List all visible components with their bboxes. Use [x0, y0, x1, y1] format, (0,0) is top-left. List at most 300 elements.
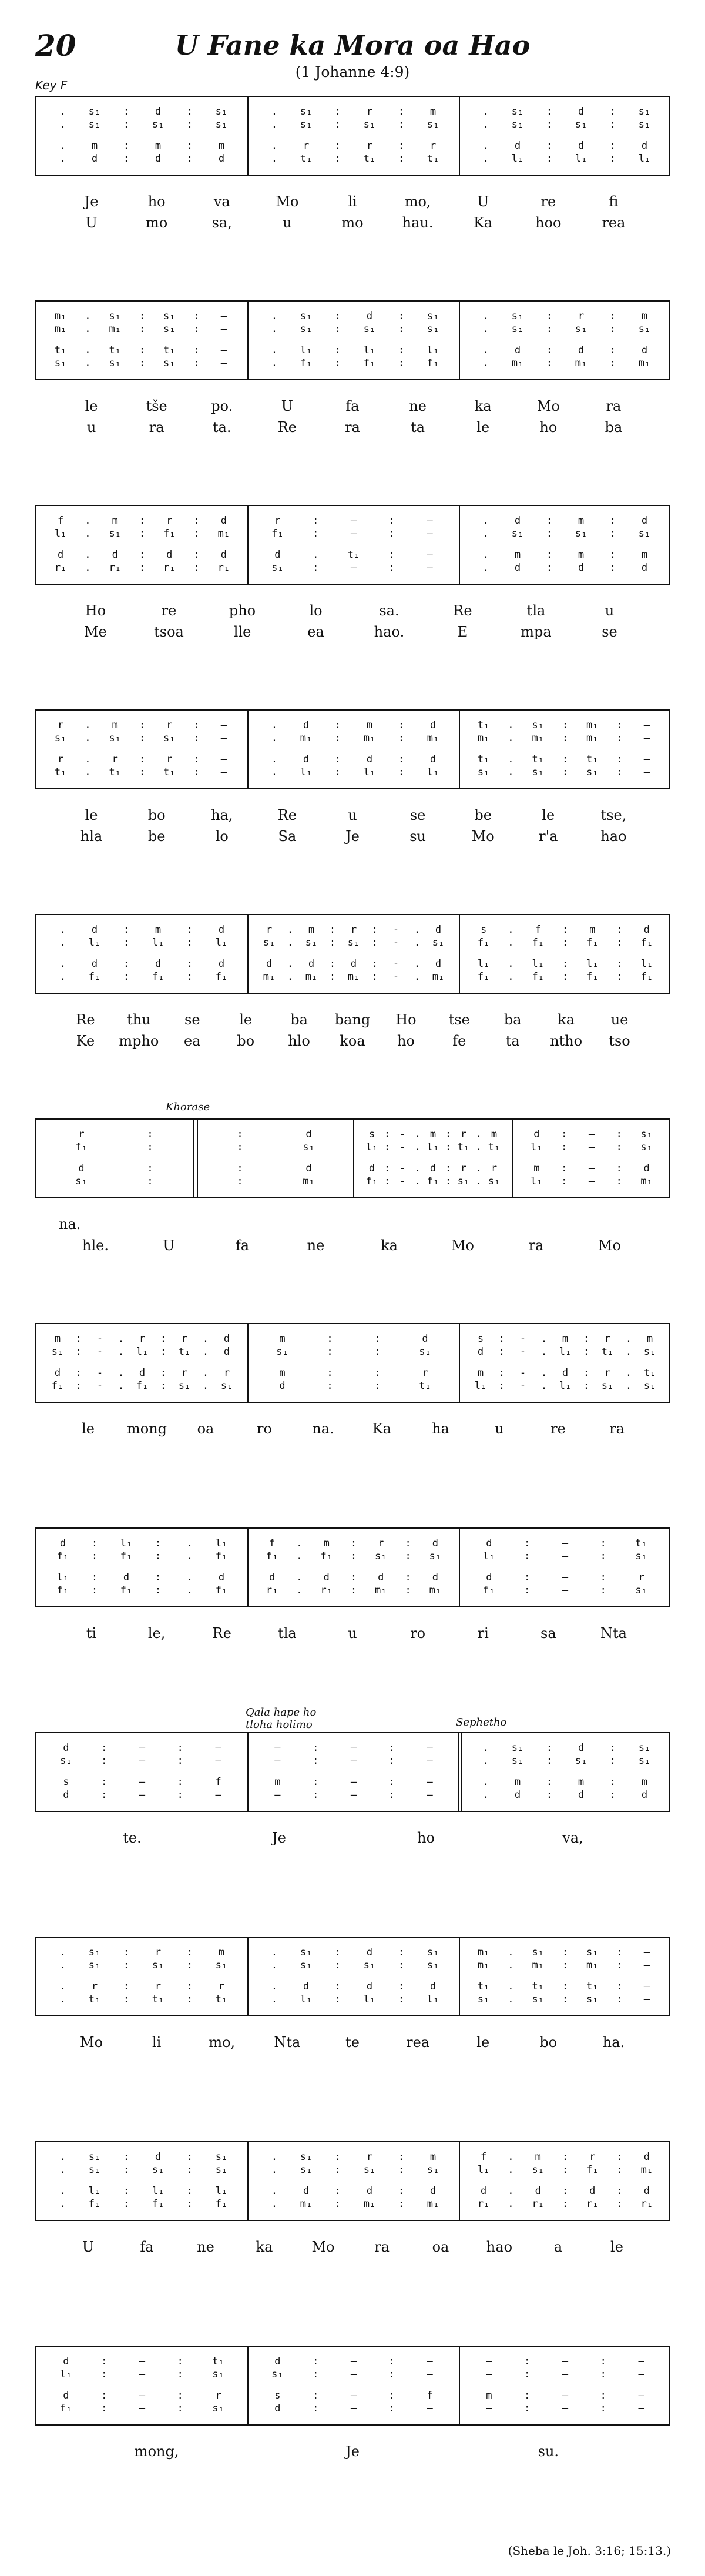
note-syllable: s₁ — [477, 766, 490, 778]
beat-separator: : — [398, 344, 405, 356]
pulse-dot: . — [85, 344, 91, 356]
beat-separator: : — [616, 1981, 623, 1992]
note-syllable: t₁ — [178, 1346, 191, 1358]
pulse-dot: . — [508, 719, 514, 731]
lyric-syllable: Mo — [536, 398, 560, 414]
lyric-syllable: U — [477, 193, 489, 210]
beat-separator: : — [546, 528, 553, 540]
note-syllable: d — [366, 753, 373, 765]
note-syllable: d — [218, 924, 225, 936]
note-syllable: t₁ — [109, 344, 121, 356]
music-system — [35, 1527, 670, 1704]
note-syllable: l₁ — [365, 1141, 378, 1153]
pulse-dot: . — [414, 1128, 421, 1140]
note-syllable: s₁ — [75, 1175, 88, 1187]
lyric-syllable: mpa — [521, 624, 552, 640]
beat-separator: : — [186, 153, 193, 165]
lyric-syllable: tsoa — [154, 624, 184, 640]
hold-mark: — — [643, 1947, 650, 1958]
pulse-dot: . — [271, 719, 278, 731]
lyric-syllable: hoo — [535, 215, 562, 231]
pulse-dot: . — [540, 1367, 548, 1379]
note-syllable: f₁ — [51, 1380, 64, 1392]
note-syllable: s₁ — [300, 2151, 313, 2163]
hold-mark: — — [427, 1789, 433, 1801]
voice-part-row — [36, 1550, 669, 1563]
lyric-syllable: te. — [123, 1830, 142, 1846]
pulse-dot: . — [508, 937, 514, 949]
pulse-dot: . — [202, 1346, 209, 1358]
hold-mark: — — [350, 2390, 357, 2401]
beat-separator: : — [562, 924, 569, 936]
pulse-dot: . — [118, 1346, 125, 1358]
beat-separator: : — [193, 719, 200, 731]
note-syllable: t₁ — [54, 344, 67, 356]
pulse-dot: . — [475, 1163, 482, 1174]
hold-mark: — — [220, 323, 227, 335]
lyric-line — [35, 1624, 670, 1643]
beat-separator: : — [186, 2151, 193, 2163]
note-syllable: s₁ — [532, 2164, 544, 2176]
note-syllable: d — [578, 1789, 585, 1801]
beat-separator: : — [123, 1994, 130, 2005]
note-syllable: s₁ — [575, 528, 588, 540]
beat-separator: : — [334, 323, 341, 335]
beat-separator: : — [546, 515, 553, 527]
hold-mark: - — [399, 1175, 406, 1187]
voice-part-row — [36, 1571, 669, 1584]
hold-mark: — — [562, 2390, 569, 2401]
hold-mark: — — [562, 2369, 569, 2380]
beat-separator: : — [616, 1959, 623, 1971]
note-syllable: d — [58, 549, 64, 561]
note-syllable: t₁ — [54, 766, 67, 778]
note-syllable: s₁ — [109, 528, 121, 540]
lyric-syllable: te — [345, 2034, 360, 2051]
note-syllable: l₁ — [559, 1380, 572, 1392]
beat-separator: : — [334, 119, 341, 130]
beat-separator: : — [546, 1789, 553, 1801]
music-system — [35, 709, 670, 886]
music-system — [35, 2141, 670, 2317]
beat-separator: : — [445, 1175, 452, 1187]
hold-mark: — — [350, 562, 357, 574]
beat-separator: : — [186, 2198, 193, 2210]
beat-separator: : — [498, 1333, 505, 1345]
beat-separator: : — [616, 2151, 623, 2163]
notation-staff — [35, 709, 670, 789]
beat-separator: : — [616, 766, 623, 778]
beat-separator: : — [101, 2403, 108, 2414]
lyric-syllable: Re — [76, 1011, 95, 1028]
notation-staff — [35, 96, 670, 176]
note-syllable: m₁ — [300, 2198, 313, 2210]
beat-separator: : — [186, 971, 193, 983]
voice-part-row — [36, 732, 669, 745]
note-syllable: m — [578, 515, 585, 527]
beat-separator: : — [123, 2185, 130, 2197]
pulse-dot: . — [202, 1380, 209, 1392]
note-syllable: m₁ — [477, 732, 490, 744]
note-syllable: r₁ — [217, 562, 230, 574]
hold-mark: — — [220, 766, 227, 778]
pulse-dot: . — [59, 1959, 66, 1971]
beat-separator: : — [562, 2164, 569, 2176]
note-syllable: s₁ — [511, 528, 524, 540]
beat-separator: : — [388, 2356, 395, 2367]
note-syllable: d — [350, 958, 357, 970]
beat-separator: : — [398, 2198, 405, 2210]
lyric-line — [35, 213, 670, 232]
music-system — [35, 1323, 670, 1499]
lyric-syllable: ba — [290, 1011, 308, 1028]
note-syllable: s₁ — [109, 732, 121, 744]
note-syllable: s — [368, 1128, 375, 1140]
note-syllable: r₁ — [163, 562, 176, 574]
beat-separator: : — [313, 1742, 319, 1754]
note-syllable: s₁ — [212, 2403, 224, 2414]
notation-staff — [35, 2141, 670, 2221]
lyric-syllable: tso — [609, 1033, 630, 1049]
lyric-syllable: Mo — [80, 2034, 103, 2051]
beat-separator: : — [327, 1380, 333, 1392]
pulse-dot: . — [271, 753, 278, 765]
beat-separator: : — [616, 937, 623, 949]
beat-separator: : — [524, 1572, 531, 1583]
note-syllable: s₁ — [88, 1959, 101, 1971]
lyric-syllable: se — [184, 1011, 200, 1028]
lyric-syllable: tše — [146, 398, 167, 414]
note-syllable: r₁ — [640, 2198, 653, 2210]
note-syllable: d — [578, 344, 585, 356]
note-syllable: m₁ — [432, 971, 445, 983]
lyric-syllable: ta. — [212, 419, 231, 436]
pulse-dot: . — [85, 528, 91, 540]
note-syllable: s₁ — [635, 1585, 647, 1596]
lyric-syllable: sa, — [212, 215, 232, 231]
pulse-dot: . — [271, 357, 278, 369]
beat-separator: : — [91, 1550, 98, 1562]
beat-separator: : — [562, 732, 569, 744]
note-syllable: f₁ — [427, 357, 439, 369]
note-syllable: s₁ — [601, 1380, 614, 1392]
beat-separator: : — [398, 1959, 405, 1971]
beat-separator: : — [334, 2185, 341, 2197]
voice-part-row — [36, 2198, 669, 2210]
note-syllable: d — [303, 719, 310, 731]
note-syllable: m₁ — [640, 1175, 653, 1187]
note-syllable: s₁ — [575, 119, 588, 130]
note-syllable: d — [78, 1163, 85, 1174]
lyric-syllable: su. — [538, 2443, 559, 2460]
note-syllable: f₁ — [586, 971, 599, 983]
beat-separator: : — [609, 515, 616, 527]
voice-part-row — [36, 753, 669, 766]
note-syllable: d — [155, 106, 162, 118]
note-syllable: d — [269, 1572, 276, 1583]
note-syllable: m₁ — [54, 310, 67, 322]
voice-part-row — [36, 2150, 669, 2163]
note-syllable: r — [58, 753, 64, 765]
lyric-syllable: su — [409, 828, 426, 845]
pulse-dot: . — [414, 958, 421, 970]
lyric-syllable: ka — [256, 2239, 273, 2255]
note-syllable: r — [578, 310, 585, 322]
beat-separator: : — [101, 1776, 108, 1788]
note-syllable: d — [308, 958, 315, 970]
pulse-dot: . — [482, 310, 489, 322]
note-syllable: s₁ — [215, 119, 228, 130]
note-syllable: s₁ — [347, 937, 360, 949]
beat-separator: : — [609, 119, 616, 130]
note-syllable: t₁ — [488, 1141, 501, 1153]
beat-separator: : — [329, 971, 336, 983]
pulse-dot: . — [508, 766, 514, 778]
note-syllable: s₁ — [363, 119, 376, 130]
note-syllable: s — [481, 924, 487, 936]
beat-separator: : — [562, 971, 569, 983]
note-syllable: s₁ — [643, 1380, 656, 1392]
note-syllable: f₁ — [215, 1550, 228, 1562]
beat-separator: : — [327, 1346, 333, 1358]
voice-part-row — [36, 1537, 669, 1550]
hold-mark: — — [638, 2390, 644, 2401]
note-syllable: m — [535, 2151, 541, 2163]
note-syllable: s₁ — [638, 323, 651, 335]
note-syllable: d — [578, 562, 585, 574]
note-syllable: d — [306, 1163, 312, 1174]
hold-mark: - — [392, 924, 400, 936]
lyric-syllable: ka — [474, 398, 492, 414]
beat-separator: : — [334, 2164, 341, 2176]
beat-separator: : — [398, 2164, 405, 2176]
note-syllable: d — [274, 2403, 281, 2414]
beat-separator: : — [388, 549, 395, 561]
voice-part-row — [36, 310, 669, 323]
note-syllable: r — [378, 1537, 384, 1549]
beat-separator: : — [193, 549, 200, 561]
note-syllable: s₁ — [305, 937, 318, 949]
pulse-dot: . — [296, 1537, 303, 1549]
hold-mark: - — [519, 1380, 526, 1392]
note-syllable: m₁ — [427, 732, 439, 744]
voice-part-row — [36, 1332, 669, 1345]
note-syllable: s₁ — [511, 106, 524, 118]
beat-separator: : — [193, 323, 200, 335]
pulse-dot: . — [296, 1572, 303, 1583]
note-syllable: d — [429, 753, 437, 765]
lyric-syllable: le — [542, 807, 555, 823]
lyric-syllable: ho — [147, 193, 166, 210]
beat-separator: : — [616, 1141, 622, 1153]
beat-separator: : — [147, 1163, 153, 1174]
lyric-syllable: Mo — [311, 2239, 335, 2255]
note-syllable: d — [643, 2185, 650, 2197]
beat-separator: : — [313, 2390, 319, 2401]
beat-separator: : — [583, 1333, 590, 1345]
beat-separator: : — [609, 357, 616, 369]
beat-separator: : — [609, 549, 616, 561]
beat-separator: : — [123, 971, 130, 983]
note-syllable: r — [155, 1947, 162, 1958]
note-syllable: d — [303, 1981, 310, 1992]
note-syllable: m — [218, 1947, 225, 1958]
pulse-dot: . — [508, 924, 514, 936]
note-syllable: s₁ — [271, 2369, 284, 2380]
note-syllable: l₁ — [136, 1346, 149, 1358]
lyric-syllable: Re — [453, 602, 472, 619]
beat-separator: : — [193, 766, 200, 778]
note-syllable: f₁ — [56, 1585, 69, 1596]
note-syllable: m — [646, 1333, 653, 1345]
pulse-dot: . — [625, 1380, 632, 1392]
beat-separator: : — [398, 357, 405, 369]
note-syllable: s₁ — [638, 106, 651, 118]
lyric-syllable: re — [550, 1421, 566, 1437]
note-syllable: m — [54, 1333, 61, 1345]
hold-mark: — — [350, 2403, 357, 2414]
lyric-syllable: le — [239, 1011, 253, 1028]
pulse-dot: . — [540, 1346, 548, 1358]
lyric-syllable: lo — [215, 828, 229, 845]
note-syllable: s₁ — [427, 1959, 439, 1971]
note-syllable: r — [422, 1367, 428, 1379]
pulse-dot: . — [482, 1789, 489, 1801]
note-syllable: m₁ — [303, 1175, 315, 1187]
note-syllable: s₁ — [54, 357, 67, 369]
note-syllable: l₁ — [511, 153, 524, 165]
note-syllable: l₁ — [215, 1537, 228, 1549]
note-syllable: d — [155, 2151, 162, 2163]
note-syllable: s₁ — [638, 1755, 651, 1767]
pulse-dot: . — [85, 753, 91, 765]
note-syllable: d — [303, 2185, 310, 2197]
beat-separator: : — [334, 106, 341, 118]
beat-separator: : — [160, 1333, 167, 1345]
note-syllable: m — [641, 1776, 648, 1788]
lyric-syllable: se — [409, 807, 426, 823]
pulse-dot: . — [186, 1572, 193, 1583]
notation-staff — [35, 505, 670, 585]
note-syllable: m₁ — [586, 719, 599, 731]
hold-mark: — — [588, 1175, 595, 1187]
note-syllable: d — [641, 344, 648, 356]
note-syllable: s₁ — [163, 310, 176, 322]
beat-separator: : — [498, 1380, 505, 1392]
lyric-syllable: bo — [539, 2034, 558, 2051]
beat-separator: : — [123, 2198, 130, 2210]
pulse-dot: . — [271, 310, 278, 322]
hold-mark: — — [139, 2403, 146, 2414]
pulse-dot: . — [59, 140, 66, 152]
beat-separator: : — [398, 1947, 405, 1958]
hold-mark: — — [486, 2403, 492, 2414]
hold-mark: — — [350, 1755, 357, 1767]
pulse-dot: . — [271, 140, 278, 152]
beat-separator: : — [609, 1776, 616, 1788]
beat-separator: : — [616, 719, 623, 731]
beat-separator: : — [186, 2164, 193, 2176]
note-syllable: f₁ — [640, 971, 653, 983]
voice-part-row — [36, 1584, 669, 1597]
beat-separator: : — [371, 937, 378, 949]
note-syllable: l₁ — [532, 958, 544, 970]
pulse-dot: . — [59, 937, 66, 949]
beat-separator: : — [546, 323, 553, 335]
pulse-dot: . — [59, 924, 66, 936]
voice-part-row — [36, 1379, 669, 1392]
lyric-syllable: mo, — [209, 2034, 236, 2051]
note-syllable: m₁ — [477, 1947, 490, 1958]
music-system — [35, 914, 670, 1090]
lyric-line — [35, 397, 670, 416]
pulse-dot: . — [482, 549, 489, 561]
pulse-dot: . — [271, 2151, 278, 2163]
note-syllable: m₁ — [375, 1585, 387, 1596]
beat-separator: : — [313, 2356, 319, 2367]
hold-mark: — — [562, 1550, 569, 1562]
beat-separator: : — [193, 515, 200, 527]
beat-separator: : — [374, 1380, 381, 1392]
hold-mark: — — [588, 1163, 595, 1174]
beat-separator: : — [562, 937, 569, 949]
note-syllable: l₁ — [363, 1994, 376, 2005]
lyric-syllable: ne — [409, 398, 427, 414]
hold-mark: — — [220, 310, 227, 322]
pulse-dot: . — [85, 357, 91, 369]
note-syllable: d — [641, 140, 648, 152]
beat-separator: : — [546, 1776, 553, 1788]
beat-separator: : — [616, 1163, 622, 1174]
hold-mark: — — [350, 1742, 357, 1754]
beat-separator: : — [600, 2356, 606, 2367]
note-syllable: f₁ — [320, 1550, 333, 1562]
note-syllable: s₁ — [51, 1346, 64, 1358]
lyric-syllable: Je — [84, 193, 99, 210]
beat-separator: : — [186, 937, 193, 949]
hold-mark: — — [274, 1742, 281, 1754]
note-syllable: s₁ — [511, 310, 524, 322]
note-syllable: d — [112, 549, 118, 561]
note-syllable: f₁ — [477, 971, 490, 983]
note-syllable: m₁ — [54, 323, 67, 335]
pulse-dot: . — [508, 971, 514, 983]
note-syllable: f₁ — [120, 1585, 133, 1596]
voice-part-row — [36, 936, 669, 949]
beat-separator: : — [609, 528, 616, 540]
note-syllable: s₁ — [432, 937, 445, 949]
note-syllable: m — [274, 1776, 281, 1788]
pulse-dot: . — [271, 766, 278, 778]
beat-separator: : — [600, 1550, 606, 1562]
hold-mark: — — [139, 2390, 146, 2401]
beat-separator: : — [388, 1742, 395, 1754]
pulse-dot: . — [414, 971, 421, 983]
beat-separator: : — [546, 153, 553, 165]
beat-separator: : — [524, 2356, 531, 2367]
beat-separator: : — [609, 1789, 616, 1801]
beat-separator: : — [123, 937, 130, 949]
lyric-line — [35, 827, 670, 846]
note-syllable: s₁ — [276, 1346, 288, 1358]
lyric-syllable: mong — [126, 1421, 167, 1437]
note-syllable: d — [429, 1981, 437, 1992]
pulse-dot: . — [271, 119, 278, 130]
note-syllable: s₁ — [532, 1947, 544, 1958]
beat-separator: : — [334, 1947, 341, 1958]
lyric-syllable: ra — [149, 419, 164, 436]
note-syllable: s₁ — [163, 323, 176, 335]
